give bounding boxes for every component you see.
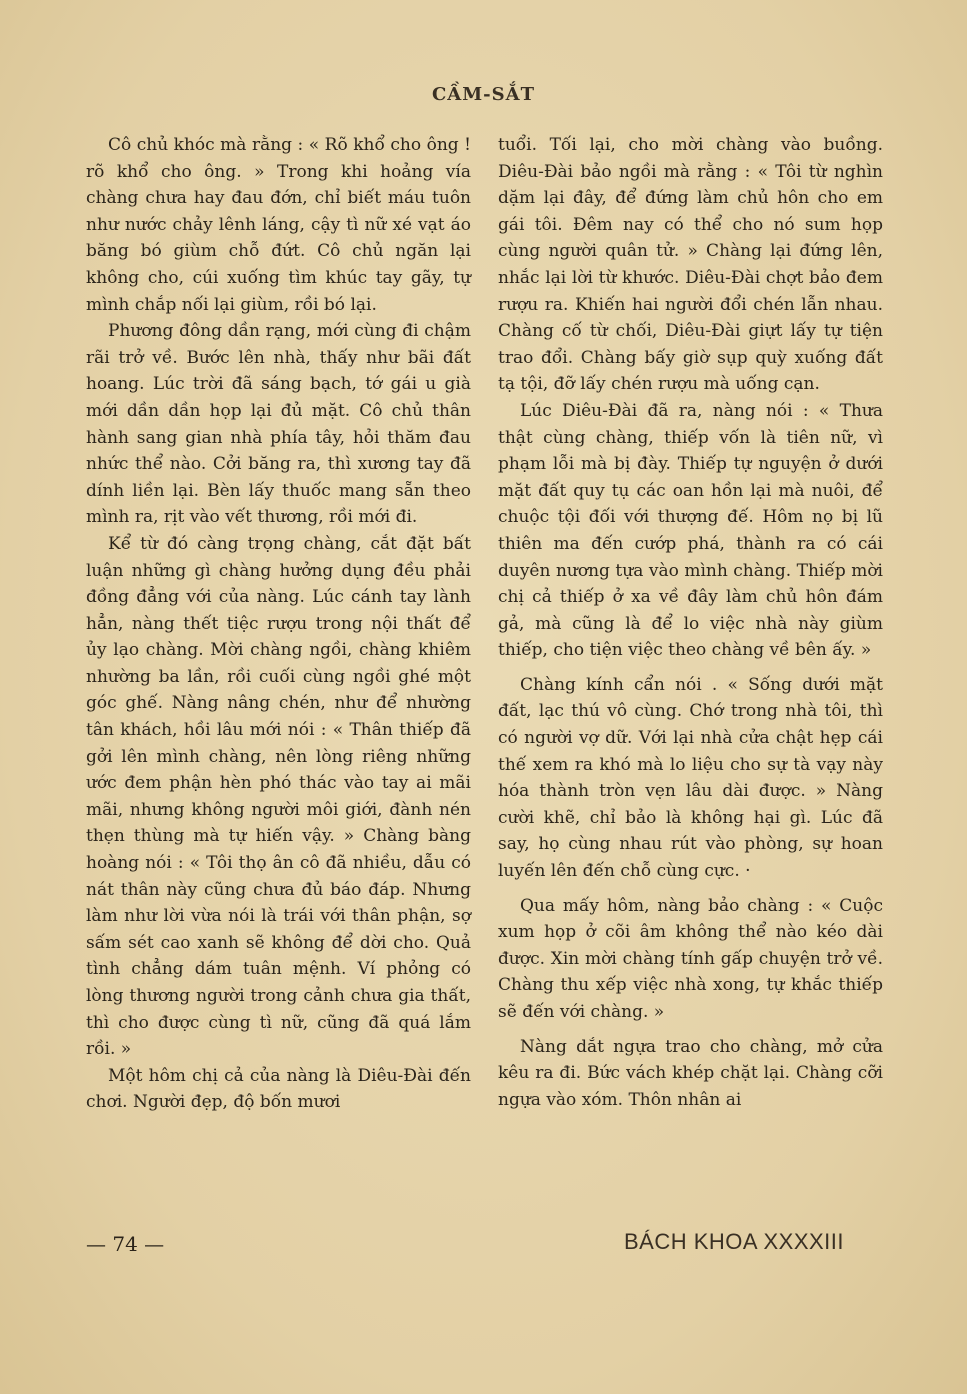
page-number: — 74 —: [86, 1232, 165, 1256]
paragraph: Nàng dắt ngựa trao cho chàng, mở cửa kêu ra đi. Bức vách khép chặt lại. Chàng cỡi ngựa vào xóm. Thôn nhân ai: [498, 1036, 883, 1110]
right-column: [498, 132, 883, 1113]
running-header: CẦM-SẮT: [431, 84, 536, 105]
paragraph: Qua mấy hôm, nàng bảo chàng : « Cuộc xum họp ở cõi âm không thể nào kéo dài được. Xin mời chàng tính gấp chuyện trở về. Chàng thu xếp việc nhà xong, tự khắc thiếp sẽ đến với chàng. »: [498, 895, 883, 1022]
paragraph: tuổi. Tối lại, cho mời chàng vào buồng. Diêu-Đài bảo ngồi mà rằng : « Tôi từ nghìn dặm lại đây, để đứng làm chủ hôn cho em gái tôi. Đêm nay có thể cho nó sum họp cùng người quân tử. » Chàng lại đứng lên, nhắc lại lời từ khước. Diêu-Đài chợt bảo đem rượu ra. Khiến hai người đổi chén lẫn nhau. Chàng cố từ chối, Diêu-Đài giựt lấy tự tiện trao đổi. Chàng bấy giờ sụp quỳ xuống đất tạ tội, đỡ lấy chén rượu mà uống cạn.: [498, 135, 883, 395]
paragraph: Lúc Diêu-Đài đã ra, nàng nói : « Thưa thật cùng chàng, thiếp vốn là tiên nữ, vì phạm lỗi mà bị đày. Thiếp tự nguyện ở dưới mặt đất quy tụ các oan hồn lại mà nuôi, để chuộc tội đối với thượng đế. Hôm nọ bị lũ thiên ma đến cướp phá, thành ra có cái duyên nương tựa vào mình chàng. Thiếp mời chị cả thiếp ở xa về đây làm chủ hôn đám gả, mà cũng là để lo việc nhà này giùm thiếp, cho tiện việc theo chàng về bên ấy. »: [498, 400, 883, 661]
journal-name: BÁCH KHOA XXXXIII: [624, 1229, 845, 1254]
paragraph: Một hôm chị cả của nàng là Diêu-Đài đến chơi. Người đẹp, độ bốn mươi: [86, 1065, 471, 1113]
paragraph: Kể từ đó càng trọng chàng, cắt đặt bất luận những gì chàng hưởng dụng đều phải đồng đẳng với của nàng. Lúc cánh tay lành hẳn, nàng thết tiệc rượu trong nội thất để ủy lạo chàng. Mời chàng ngồi, chàng khiêm nhường ba lần, rồi cuối cùng ngồi ghé một góc ghế. Nàng nâng chén, như để nhường tân khách, hồi lâu mới nói : « Thân thiếp đã gởi lên mình chàng, nên lòng riêng những ước đem phận hèn phó thác vào tay ai mãi mãi, nhưng không người môi giới, đành nén thẹn thùng mà tự hiến vậy. » Chàng bàng hoàng nói : « Tôi thọ ân cô đã nhiều, dẫu có nát thân này cũng chưa đủ báo đáp. Nhưng làm như lời vừa nói là trái với thân phận, sợ sấm sét cao xanh sẽ không để dời cho. Quả tình chẳng dám tuân mệnh. Ví phỏng có lòng thương người trong cảnh chưa gia thất, thì cho được cùng tì nữ, cũng đã quá lắm rồi. »: [86, 533, 471, 1060]
paragraph: Cô chủ khóc mà rằng : « Rõ khổ cho ông ! rõ khổ cho ông. » Trong khi hoảng vía chàng chưa hay đau đớn, chỉ biết máu tuôn như nước chảy lênh láng, cậy tì nữ xé vạt áo băng bó giùm chỗ đứt. Cô chủ ngăn lại không cho, cúi xuống tìm khúc tay gãy, tự mình chắp nối lại giùm, rồi bó lại.: [86, 135, 471, 315]
left-column: [86, 132, 471, 1116]
paragraph: Phương đông dần rạng, mới cùng đi chậm rãi trở về. Bước lên nhà, thấy như bãi đất hoang. Lúc trời đã sáng bạch, tớ gái u già mới dần dần họp lại đủ mặt. Cô chủ thân hành sang gian nhà phía tây, hỏi thăm đau nhức thể nào. Cởi băng ra, thì xương tay đã dính liền lại. Bèn lấy thuốc mang sẵn theo mình ra, rịt vào vết thương, rồi mới đi.: [86, 321, 471, 528]
paragraph: Chàng kính cẩn nói . « Sống dưới mặt đất, lạc thú vô cùng. Chớ trong nhà tôi, thì có người vợ dữ. Với lại nhà cửa chật hẹp cái thế xem ra khó mà lo liệu cho sự tà vạy này hóa thành tròn vẹn lâu dài được. » Nàng cười khẽ, chỉ bảo là không hại gì. Lúc đã say, họ cùng nhau rút vào phòng, sự hoan luyến lên đến chỗ cùng cực. ·: [498, 674, 883, 882]
